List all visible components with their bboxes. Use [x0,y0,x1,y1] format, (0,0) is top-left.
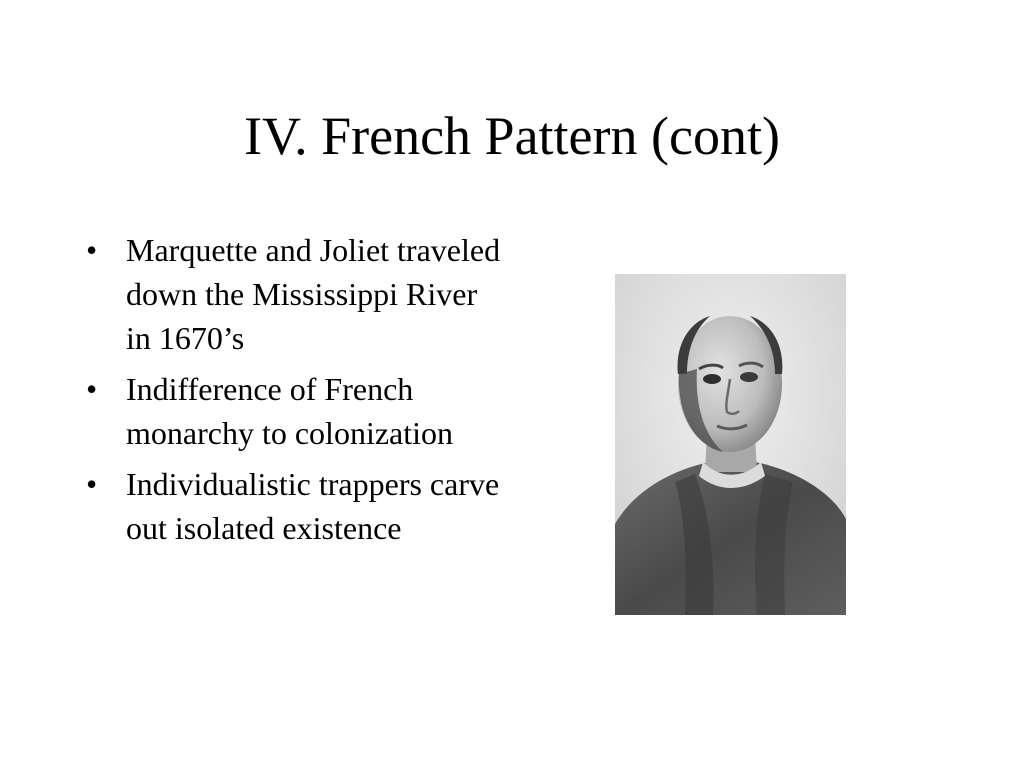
portrait-photo [615,274,846,615]
bullet-item [86,367,506,455]
bullet-text: Indifference of French monarchy to colonization [126,371,454,451]
bullet-dot-icon: • [86,466,98,502]
bullet-item [86,462,506,550]
slide-title: IV. French Pattern (cont) [244,106,780,166]
portrait-image [615,274,846,615]
bullet-text: Marquette and Joliet traveled down the Mississippi River in 1670’s [126,232,501,356]
bullet-dot-icon: • [86,232,98,268]
bullet-list [86,228,506,557]
bullet-text: Individualistic trappers carve out isolated existence [126,466,500,546]
bullet-item [86,228,506,360]
bullet-dot-icon: • [86,371,98,407]
